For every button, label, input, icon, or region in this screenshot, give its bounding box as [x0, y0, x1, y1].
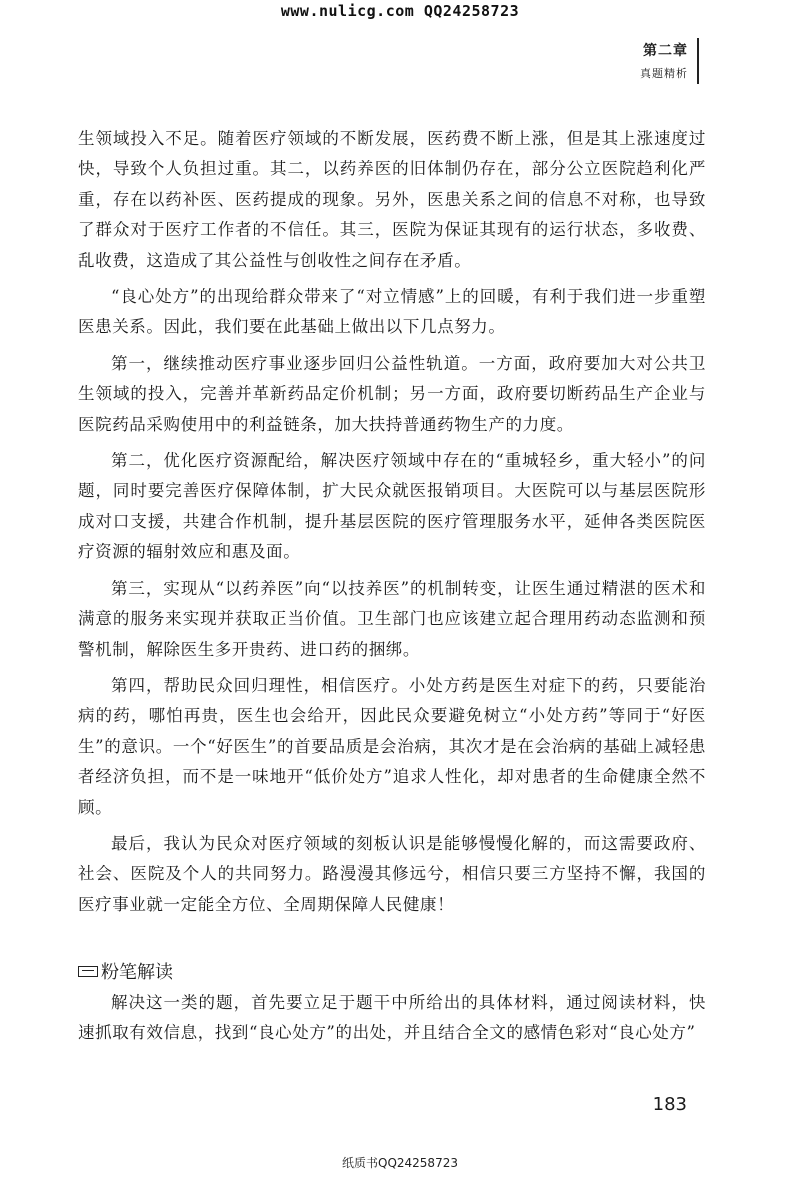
section-body: [78, 988, 706, 1049]
chapter-divider: [697, 38, 699, 84]
paragraph: 第四，帮助民众回归理性，相信医疗。小处方药是医生对症下的药，只要能治病的药，哪怕再贵，医生也会给开，因此民众要避免树立“小处方药”等同于“好医生”的意识。一个“好医生”的首要品质是会治病，其次才是在会治病的基础上减轻患者经济负担，而不是一味地开“低价处方”追求人性化，却对患者的生命健康全然不顾。: [78, 675, 706, 817]
body-text: [78, 124, 706, 926]
paragraph: 生领域投入不足。随着医疗领域的不断发展，医药费不断上涨，但是其上涨速度过快，导致个人负担过重。其二，以药养医的旧体制仍存在，部分公立医院趋利化严重，存在以药补医、医药提成的现象。另外，医患关系之间的信息不对称，也导致了群众对于医疗工作者的不信任。其三，医院为保证其现有的运行状态，多收费、乱收费，这造成了其公益性与创收性之间存在矛盾。: [78, 129, 706, 270]
section-title: 粉笔解读: [101, 962, 173, 983]
chapter-header: [640, 40, 688, 81]
section-heading: [78, 958, 173, 984]
bottom-watermark: 纸质书QQ24258723: [342, 1156, 458, 1170]
paragraph: “良心处方”的出现给群众带来了“对立情感”上的回暖，有利于我们进一步重塑医患关系。因此，我们要在此基础上做出以下几点努力。: [78, 287, 706, 337]
chalk-icon: [78, 966, 98, 977]
paragraph: 最后，我认为民众对医疗领域的刻板认识是能够慢慢化解的，而这需要政府、社会、医院及个人的共同努力。路漫漫其修远兮，相信只要三方坚持不懈，我国的医疗事业就一定能全方位、全周期保障人民健康！: [78, 833, 706, 914]
paragraph: 解决这一类的题，首先要立足于题干中所给出的具体材料，通过阅读材料，快速抓取有效信息，找到“良心处方”的出处，并且结合全文的感情色彩对“良心处方”: [78, 993, 706, 1043]
page-number: 183: [652, 1094, 687, 1115]
paragraph: 第三，实现从“以药养医”向“以技养医”的机制转变，让医生通过精湛的医术和满意的服务来实现并获取正当价值。卫生部门也应该建立起合理用药动态监测和预警机制，解除医生多开贵药、进口药的捆绑。: [78, 578, 706, 659]
chapter-title: 真题精析: [640, 67, 688, 80]
paragraph: 第一，继续推动医疗事业逐步回归公益性轨道。一方面，政府要加大对公共卫生领域的投入，完善并革新药品定价机制；另一方面，政府要切断药品生产企业与医院药品采购使用中的利益链条，加大扶持普通药物生产的力度。: [78, 353, 706, 434]
paragraph: 第二，优化医疗资源配给，解决医疗领域中存在的“重城轻乡，重大轻小”的问题，同时要完善医疗保障体制，扩大民众就医报销项目。大医院可以与基层医院形成对口支援，共建合作机制，提升基层医院的医疗管理服务水平，延伸各类医院医疗资源的辐射效应和惠及面。: [78, 451, 706, 562]
top-watermark: www.nulicg.com QQ24258723: [280, 2, 520, 20]
chapter-number: 第二章: [643, 43, 688, 59]
